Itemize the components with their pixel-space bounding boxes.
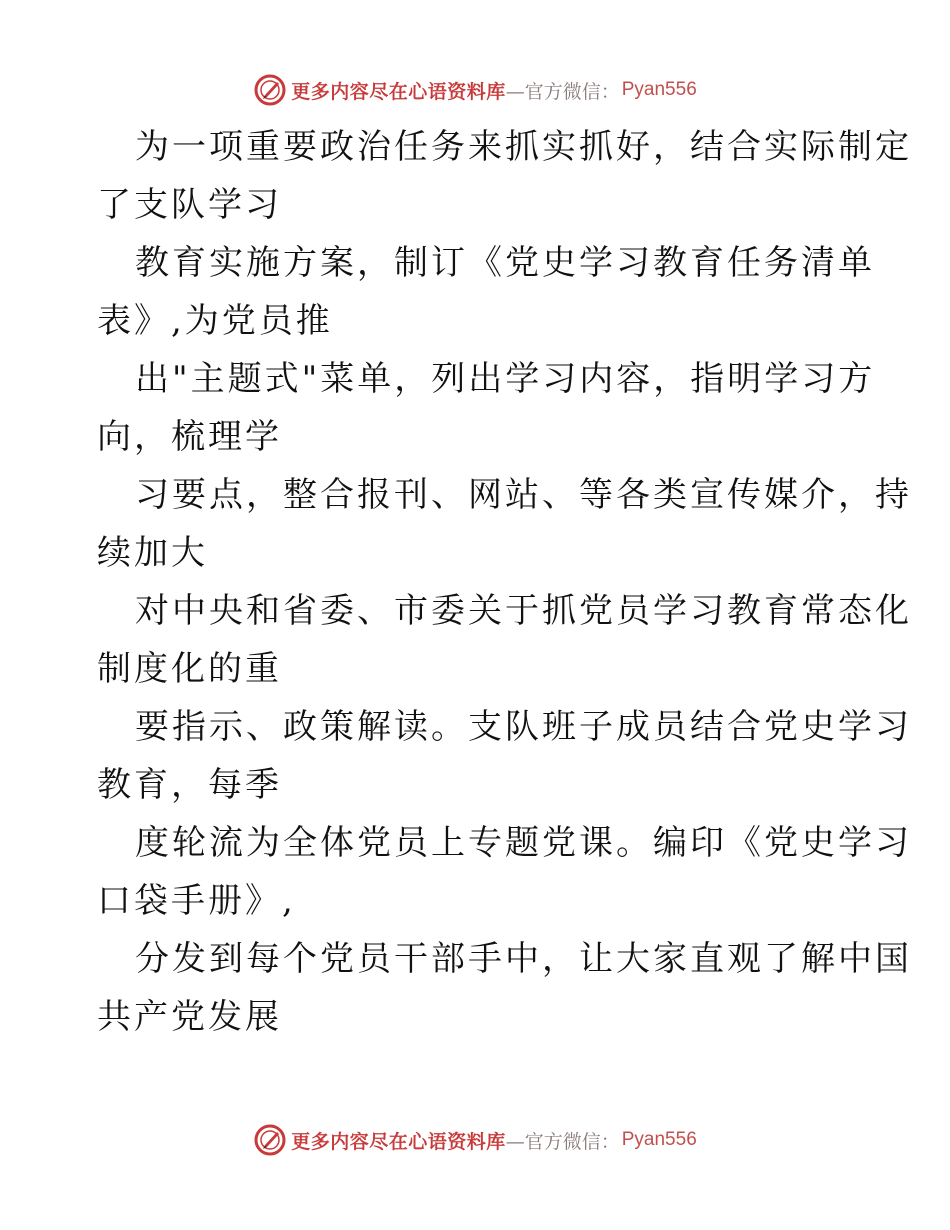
header-banner [0, 70, 950, 110]
banner-wechat-id: Pyan556 [621, 79, 697, 100]
document-body [97, 118, 912, 1046]
body-line: 了支队学习 [97, 185, 282, 225]
banner-wechat-label: —官方微信： [505, 80, 620, 103]
body-line: 分发到每个党员干部手中，让大家直观了解中国 [135, 939, 912, 979]
body-line: 对中央和省委、市委关于抓党员学习教育常态化 [135, 591, 912, 631]
body-line: 制度化的重 [97, 649, 282, 689]
body-line: 续加大 [97, 533, 208, 573]
body-line: 教育，每季 [97, 765, 282, 805]
body-line: 口袋手册》, [97, 881, 296, 921]
body-line: 教育实施方案，制订《党史学习教育任务清单 [135, 243, 875, 283]
banner-wechat-id: Pyan556 [621, 1129, 697, 1150]
body-line: 习要点，整合报刊、网站、等各类宣传媒介，持 [135, 475, 912, 515]
body-line: 要指示、政策解读。支队班子成员结合党史学习 [135, 707, 912, 747]
quill-seal-logo-icon [253, 1123, 287, 1157]
body-line: 共产党发展 [97, 997, 282, 1037]
body-line: 为一项重要政治任务来抓实抓好，结合实际制定 [135, 127, 912, 167]
banner-wechat-label: —官方微信： [505, 1130, 620, 1153]
quill-seal-logo-icon [253, 73, 287, 107]
body-line: 表》,为党员推 [97, 301, 333, 341]
body-line: 出"主题式"菜单，列出学习内容，指明学习方 [135, 359, 876, 399]
body-line: 度轮流为全体党员上专题党课。编印《党史学习 [135, 823, 912, 863]
banner-site-text: 更多内容尽在心语资料库 [291, 1130, 506, 1153]
footer-banner [0, 1120, 950, 1160]
banner-site-text: 更多内容尽在心语资料库 [291, 80, 506, 103]
body-line: 向，梳理学 [97, 417, 282, 457]
